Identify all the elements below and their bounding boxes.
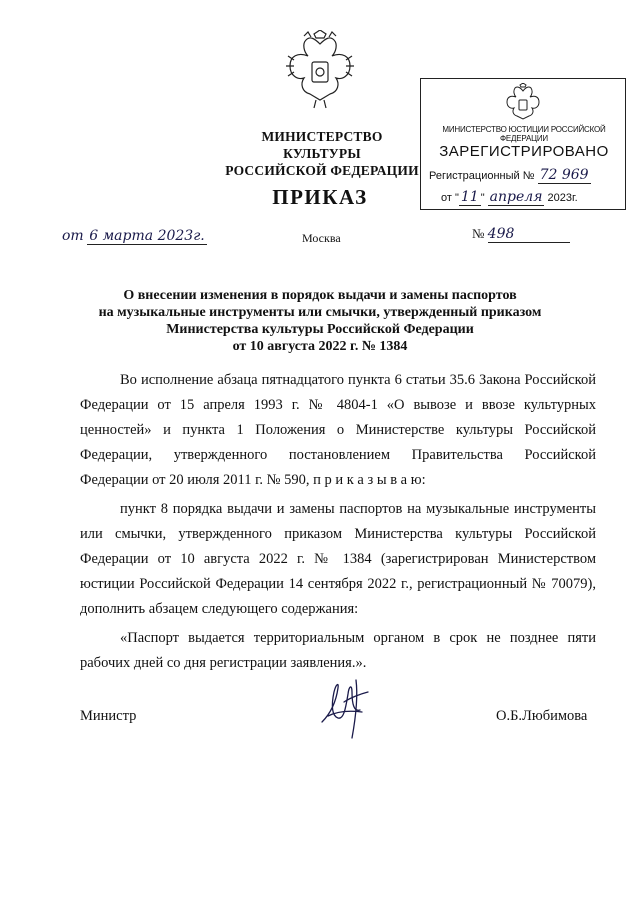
order-number-value: 498	[487, 226, 515, 242]
order-number	[472, 226, 570, 243]
order-city: Москва	[302, 231, 341, 245]
signatory-position: Министр	[80, 708, 137, 724]
ministry-name	[222, 128, 422, 179]
title-line-2: на музыкальные инструменты или смычки, утвержденный приказом	[98, 305, 542, 320]
body-paragraph-1: Во исполнение абзаца пятнадцатого пункта 6 статьи 35.6 Закона Российской Федерации от 15 апреля 1993 г. № 4804-1 «О вывозе и ввозе культурных ценностей» и пункта 1 Положения о Министерстве культуры Российской Федерации, утвержденного постановлением Правительства Российской Федерации от 20 июля 2011 г. № 590, п р и к а з ы в а ю:	[80, 372, 596, 488]
stamp-reg-label: Регистрационный №	[429, 170, 535, 182]
stamp-date-day: 11	[460, 189, 479, 205]
body-paragraph-2: пункт 8 порядка выдачи и замены паспортов на музыкальные инструменты или смычки, утвержденного приказом Министерства культуры Российской Федерации от 10 августа 2022 г. № 1384 (зарегистрирован Министерством юстиции Российской Федерации 14 сентября 2022 г., регистрационный № 70079), дополнить абзацем следующего содержания:	[80, 501, 596, 617]
stamp-date-prefix: от "	[441, 192, 459, 204]
order-date-prefix: от	[62, 228, 84, 244]
registration-stamp	[420, 78, 626, 210]
stamp-date	[441, 189, 627, 205]
title-line-4: от 10 августа 2022 г. № 1384	[232, 339, 408, 354]
stamp-date-mid: "	[480, 192, 485, 204]
handwritten-signature-icon	[316, 676, 372, 740]
coat-of-arms-icon	[284, 30, 356, 110]
stamp-date-month: апреля	[489, 189, 543, 205]
order-date	[62, 228, 207, 245]
stamp-reg-value: 72 969	[539, 167, 589, 183]
title-line-1: О внесении изменения в порядок выдачи и замены паспортов	[123, 288, 517, 303]
ministry-line-2: РОССИЙСКОЙ ФЕДЕРАЦИИ	[225, 163, 419, 178]
stamp-emblem-icon	[504, 83, 542, 123]
stamp-date-year: 2023г.	[547, 192, 578, 204]
stamp-registration-number	[429, 167, 625, 183]
stamp-status: ЗАРЕГИСТРИРОВАНО	[439, 143, 609, 160]
body-paragraph-3: «Паспорт выдается территориальным органом в срок не позднее пяти рабочих дней со дня регистрации заявления.».	[80, 630, 596, 671]
order-number-label: №	[472, 226, 485, 241]
stamp-organization: МИНИСТЕРСТВО ЮСТИЦИИ РОССИЙСКОЙ ФЕДЕРАЦИИ	[442, 125, 606, 143]
document-type: ПРИКАЗ	[272, 185, 368, 209]
title-line-3: Министерства культуры Российской Федерации	[166, 322, 474, 337]
order-title	[60, 287, 580, 355]
ministry-line-1: МИНИСТЕРСТВО КУЛЬТУРЫ	[261, 129, 383, 161]
order-date-value: 6 марта 2023г.	[89, 228, 205, 244]
signatory-name: О.Б.Любимова	[496, 708, 588, 724]
